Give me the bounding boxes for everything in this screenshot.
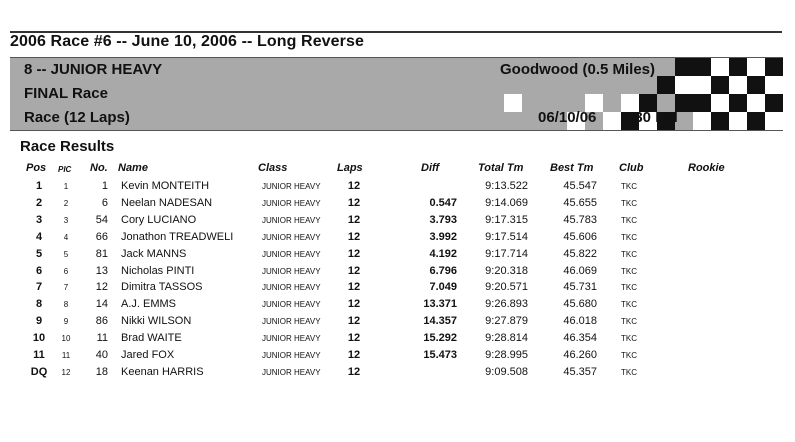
cell-laps: 12: [347, 332, 361, 345]
cell-laps: 12: [347, 230, 361, 243]
cell-pos: DQ: [30, 365, 48, 378]
cell-laps: 12: [347, 298, 361, 311]
cell-no: 81: [95, 247, 108, 260]
cell-no: 18: [95, 365, 108, 378]
cell-name: Jonathon TREADWELI: [121, 230, 234, 243]
session-name: FINAL Race: [24, 85, 108, 102]
cell-laps: 12: [347, 365, 361, 378]
cell-no: 86: [95, 315, 108, 328]
cell-name: Nikki WILSON: [121, 315, 192, 328]
cell-name: Brad WAITE: [121, 332, 182, 345]
cell-diff: 3.793: [429, 213, 457, 226]
cell-diff: 14.357: [423, 315, 457, 328]
cell-class: JUNIOR HEAVY: [262, 266, 321, 276]
cell-total: 9:14.069: [485, 196, 528, 209]
col-no: No.: [90, 162, 108, 174]
cell-diff: 4.192: [429, 247, 457, 260]
cell-no: 6: [101, 196, 108, 209]
cell-total: 9:28.995: [485, 349, 528, 361]
cell-no: 40: [95, 349, 108, 361]
col-rookie: Rookie: [688, 162, 725, 174]
cell-class: JUNIOR HEAVY: [262, 215, 321, 225]
cell-no: 12: [95, 281, 108, 294]
cell-club: TKC: [621, 249, 637, 259]
cell-pos: 9: [35, 315, 43, 328]
cell-total: 9:17.315: [485, 213, 528, 226]
cell-name: A.J. EMMS: [121, 298, 177, 311]
cell-club: TKC: [621, 283, 637, 293]
cell-pos: 8: [35, 298, 43, 311]
cell-name: Nicholas PINTI: [121, 264, 195, 277]
cell-diff: 0.547: [429, 196, 457, 209]
cell-best: 45.655: [563, 196, 597, 209]
cell-best: 46.069: [563, 264, 597, 277]
cell-best: 45.547: [563, 180, 597, 192]
cell-laps: 12: [347, 349, 361, 361]
cell-pos: 10: [32, 332, 46, 345]
cell-laps: 12: [347, 213, 361, 226]
cell-total: 9:17.514: [485, 230, 528, 243]
cell-pos: 1: [35, 180, 43, 192]
cell-class: JUNIOR HEAVY: [262, 249, 321, 259]
cell-best: 45.357: [563, 365, 597, 378]
cell-total: 9:20.571: [485, 281, 528, 294]
cell-pos: 5: [35, 247, 43, 260]
cell-laps: 12: [347, 315, 361, 328]
cell-club: TKC: [621, 334, 637, 344]
cell-best: 45.606: [563, 230, 597, 243]
cell-best: 46.260: [563, 349, 597, 361]
cell-total: 9:27.879: [485, 315, 528, 328]
cell-class: JUNIOR HEAVY: [262, 283, 321, 293]
cell-pos: 3: [35, 213, 43, 226]
cell-class: JUNIOR HEAVY: [262, 317, 321, 327]
cell-laps: 12: [347, 196, 361, 209]
cell-best: 45.731: [563, 281, 597, 294]
cell-total: 9:09.508: [485, 365, 528, 378]
cell-diff: 13.371: [423, 298, 457, 311]
cell-pos: 2: [35, 196, 43, 209]
cell-pos: 7: [35, 281, 43, 294]
track-name: Goodwood (0.5 Miles): [500, 61, 656, 78]
cell-pic: 2: [63, 198, 69, 208]
cell-total: 9:26.893: [485, 298, 528, 311]
cell-laps: 12: [347, 247, 361, 260]
cell-name: Cory LUCIANO: [121, 213, 197, 226]
cell-club: TKC: [621, 182, 637, 191]
race-date: 06/10/06: [538, 109, 597, 126]
cell-best: 45.783: [563, 213, 597, 226]
col-club: Club: [619, 162, 644, 174]
cell-pic: 3: [63, 215, 69, 225]
cell-name: Jared FOX: [121, 349, 175, 361]
cell-class: JUNIOR HEAVY: [262, 334, 321, 344]
cell-pic: 9: [63, 317, 69, 327]
cell-best: 45.822: [563, 247, 597, 260]
cell-diff: 15.473: [423, 349, 457, 361]
cell-pic: 10: [61, 334, 71, 344]
cell-club: TKC: [621, 266, 637, 276]
cell-no: 13: [95, 264, 108, 277]
cell-name: Dimitra TASSOS: [121, 281, 203, 294]
cell-club: TKC: [621, 198, 637, 208]
page-title: 2006 Race #6 -- June 10, 2006 -- Long Reverse: [10, 33, 365, 50]
cell-no: 66: [95, 230, 108, 243]
cell-best: 45.680: [563, 298, 597, 311]
cell-name: Kevin MONTEITH: [121, 180, 210, 192]
cell-club: TKC: [621, 232, 637, 242]
cell-pic: 11: [61, 351, 71, 360]
cell-best: 46.018: [563, 315, 597, 328]
cell-pic: 7: [63, 283, 69, 293]
cell-class: JUNIOR HEAVY: [262, 182, 321, 191]
cell-no: 14: [95, 298, 108, 311]
cell-no: 54: [95, 213, 108, 226]
race-laps: Race (12 Laps): [24, 109, 130, 126]
cell-name: Neelan NADESAN: [121, 196, 213, 209]
cell-pic: 4: [63, 232, 69, 242]
cell-pic: 12: [61, 367, 71, 377]
cell-pic: 6: [63, 266, 69, 276]
col-diff: Diff: [421, 162, 440, 174]
col-name: Name: [118, 162, 148, 174]
cell-diff: 7.049: [429, 281, 457, 294]
cell-total: 9:20.318: [485, 264, 528, 277]
cell-diff: 15.292: [423, 332, 457, 345]
section-title: Race Results: [20, 138, 115, 155]
cell-club: TKC: [621, 300, 637, 310]
cell-total: 9:13.522: [485, 180, 528, 192]
cell-club: TKC: [621, 215, 637, 225]
race-time: 4:30 PM: [621, 109, 678, 126]
cell-club: TKC: [621, 351, 637, 360]
cell-pos: 4: [35, 230, 43, 243]
col-pic: PIC: [58, 165, 72, 174]
cell-club: TKC: [621, 367, 637, 377]
cell-class: JUNIOR HEAVY: [262, 351, 321, 360]
col-total: Total Tm: [478, 162, 524, 174]
cell-pos: 11: [33, 349, 45, 361]
col-best: Best Tm: [550, 162, 594, 174]
cell-class: JUNIOR HEAVY: [262, 300, 321, 310]
cell-pic: 1: [63, 182, 69, 191]
cell-pos: 6: [35, 264, 43, 277]
col-class: Class: [258, 162, 288, 174]
class-line: 8 -- JUNIOR HEAVY: [24, 61, 163, 78]
col-pos: Pos: [26, 162, 47, 174]
cell-total: 9:17.714: [485, 247, 528, 260]
cell-name: Jack MANNS: [121, 247, 187, 260]
cell-class: JUNIOR HEAVY: [262, 367, 321, 377]
col-laps: Laps: [337, 162, 363, 174]
cell-club: TKC: [621, 317, 637, 327]
cell-best: 46.354: [563, 332, 597, 345]
cell-no: 1: [101, 180, 108, 192]
cell-pic: 8: [63, 300, 69, 310]
cell-class: JUNIOR HEAVY: [262, 232, 321, 242]
cell-laps: 12: [347, 264, 361, 277]
cell-pic: 5: [63, 249, 69, 259]
cell-diff: 6.796: [429, 264, 457, 277]
cell-class: JUNIOR HEAVY: [262, 198, 321, 208]
cell-no: 11: [96, 332, 108, 345]
cell-total: 9:28.814: [485, 332, 528, 345]
cell-laps: 12: [347, 281, 361, 294]
cell-laps: 12: [347, 180, 361, 192]
cell-diff: 3.992: [429, 230, 457, 243]
cell-name: Keenan HARRIS: [121, 365, 204, 378]
race-banner: [10, 57, 783, 131]
